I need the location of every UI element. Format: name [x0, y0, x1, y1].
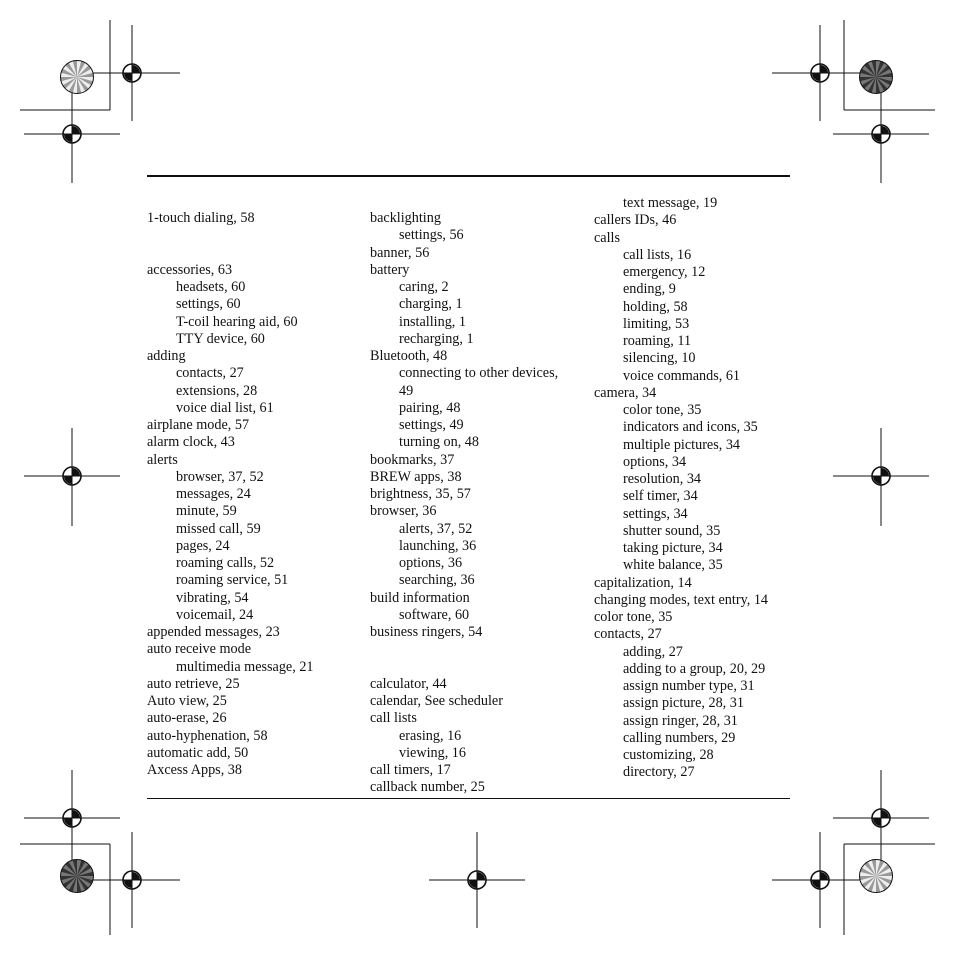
index-subentry: roaming calls, 52 [176, 555, 275, 571]
index-subentry: connecting to other devices, [399, 365, 559, 382]
section-gap [147, 227, 387, 244]
index-entry: BREW apps, 38 [370, 468, 462, 485]
bottom-rule [147, 798, 790, 799]
index-subentry: settings, 60 [176, 296, 241, 313]
index-subentry: multiple pictures, 34 [623, 436, 741, 453]
starburst-rosette [61, 61, 94, 94]
index-subentry: white balance, 35 [623, 557, 723, 574]
index-entry: auto retrieve, 25 [147, 675, 240, 692]
starburst-rosette [860, 860, 893, 893]
index-subentry: turning on, 48 [399, 434, 479, 451]
index-entry: appended messages, 23 [147, 624, 280, 640]
index-subentry: self timer, 34 [623, 488, 698, 505]
index-subentry: TTY device, 60 [176, 330, 265, 347]
index-subentry: extensions, 28 [176, 382, 258, 399]
index-subentry: settings, 49 [399, 417, 464, 433]
starburst-rosette [860, 61, 893, 94]
index-subentry: indicators and icons, 35 [623, 419, 758, 436]
index-subentry: calling numbers, 29 [623, 729, 736, 746]
index-column-1 [147, 210, 387, 779]
index-subentry: settings, 34 [623, 505, 688, 522]
index-subentry: adding to a group, 20, 29 [623, 660, 766, 677]
index-subentry: adding, 27 [623, 643, 683, 660]
index-subentry: headsets, 60 [176, 279, 246, 295]
index-column-2 [370, 210, 610, 797]
index-subentry: viewing, 16 [399, 744, 466, 761]
index-column-3 [594, 195, 834, 782]
index-entry: capitalization, 14 [594, 574, 692, 591]
index-entry: bookmarks, 37 [370, 451, 455, 468]
index-subentry: messages, 24 [176, 486, 251, 502]
registration-mark [833, 770, 929, 866]
registration-mark [833, 428, 929, 524]
index-entry: Axcess Apps, 38 [147, 762, 242, 778]
index-entry: build information [370, 589, 470, 606]
index-subentry: vibrating, 54 [176, 589, 249, 606]
index-subentry: roaming service, 51 [176, 572, 289, 589]
index-entry: contacts, 27 [594, 626, 662, 643]
index-entry: alerts [147, 451, 178, 468]
index-subentry: installing, 1 [399, 313, 466, 330]
index-subentry: options, 34 [623, 453, 687, 470]
index-subentry: pages, 24 [176, 537, 230, 554]
index-entry: Bluetooth, 48 [370, 348, 448, 364]
index-entry: 1-touch dialing, 58 [147, 210, 255, 226]
registration-mark [84, 25, 180, 121]
registration-mark [833, 86, 929, 182]
registration-mark [24, 770, 120, 866]
index-entry: call timers, 17 [370, 762, 451, 778]
index-subentry: call lists, 16 [623, 246, 692, 263]
index-entry: accessories, 63 [147, 261, 233, 278]
index-subentry: settings, 56 [399, 227, 464, 244]
index-entry: airplane mode, 57 [147, 417, 250, 433]
index-subentry: limiting, 53 [623, 315, 690, 332]
starburst-rosette [61, 860, 94, 893]
index-subentry: directory, 27 [623, 764, 695, 781]
index-entry: banner, 56 [370, 244, 430, 261]
index-entry: changing modes, text entry, 14 [594, 591, 769, 608]
index-entry: battery [370, 261, 410, 278]
index-subentry: voice dial list, 61 [176, 399, 274, 416]
index-subentry: assign picture, 28, 31 [623, 695, 744, 712]
registration-mark [24, 428, 120, 524]
registration-mark [772, 25, 868, 121]
index-subentry: roaming, 11 [623, 333, 692, 349]
index-entry: calendar, See scheduler [370, 693, 503, 709]
index-subentry: launching, 36 [399, 537, 477, 554]
index-subentry: T-coil hearing aid, 60 [176, 313, 298, 330]
top-rule [147, 175, 790, 177]
index-entry: auto-hyphenation, 58 [147, 727, 268, 744]
index-entry: auto receive mode [147, 641, 251, 658]
index-subentry: shutter sound, 35 [623, 522, 721, 539]
section-gap [370, 659, 610, 676]
index-subentry: voice commands, 61 [623, 367, 741, 384]
index-entry: calls [594, 229, 620, 246]
index-subentry: emergency, 12 [623, 264, 706, 280]
section-gap [147, 245, 387, 262]
index-subentry: 49 [399, 382, 414, 399]
index-entry: alarm clock, 43 [147, 434, 235, 451]
index-subentry: contacts, 27 [176, 365, 244, 382]
index-subentry: assign ringer, 28, 31 [623, 712, 738, 729]
registration-mark [772, 832, 868, 928]
index-subentry: multimedia message, 21 [176, 658, 314, 675]
index-subentry: resolution, 34 [623, 471, 702, 487]
index-subentry: taking picture, 34 [623, 540, 723, 556]
section-gap [370, 641, 610, 658]
index-subentry: alerts, 37, 52 [399, 520, 473, 537]
index-subentry: recharging, 1 [399, 330, 474, 347]
registration-mark [84, 832, 180, 928]
index-subentry: searching, 36 [399, 572, 475, 589]
index-entry: call lists [370, 710, 417, 727]
index-subentry: software, 60 [399, 606, 470, 623]
index-entry: brightness, 35, 57 [370, 486, 471, 502]
index-subentry: customizing, 28 [623, 747, 714, 763]
index-subentry: minute, 59 [176, 503, 237, 520]
index-subentry: caring, 2 [399, 279, 449, 295]
index-subentry: voicemail, 24 [176, 606, 254, 623]
index-subentry: holding, 58 [623, 298, 688, 315]
index-entry: backlighting [370, 210, 441, 226]
index-subentry: ending, 9 [623, 281, 676, 298]
index-subentry: silencing, 10 [623, 350, 696, 367]
index-entry: auto-erase, 26 [147, 710, 227, 727]
index-entry: automatic add, 50 [147, 744, 249, 761]
index-entry: adding [147, 348, 186, 364]
registration-mark [429, 832, 525, 928]
index-subentry: erasing, 16 [399, 727, 462, 744]
registration-mark [24, 86, 120, 182]
index-entry: calculator, 44 [370, 675, 447, 692]
index-entry: browser, 36 [370, 503, 437, 520]
index-subentry: color tone, 35 [623, 402, 702, 418]
index-entry: color tone, 35 [594, 609, 673, 625]
index-entry: camera, 34 [594, 384, 657, 401]
index-subentry: pairing, 48 [399, 399, 461, 416]
index-subentry: charging, 1 [399, 296, 463, 313]
index-entry: business ringers, 54 [370, 624, 483, 640]
index-entry: callback number, 25 [370, 779, 485, 796]
index-subentry: options, 36 [399, 555, 463, 571]
index-entry: callers IDs, 46 [594, 212, 677, 229]
index-subentry: missed call, 59 [176, 520, 261, 537]
index-subentry: assign number type, 31 [623, 678, 755, 694]
index-subentry: text message, 19 [623, 195, 718, 211]
index-entry: Auto view, 25 [147, 693, 227, 709]
index-subentry: browser, 37, 52 [176, 468, 264, 485]
